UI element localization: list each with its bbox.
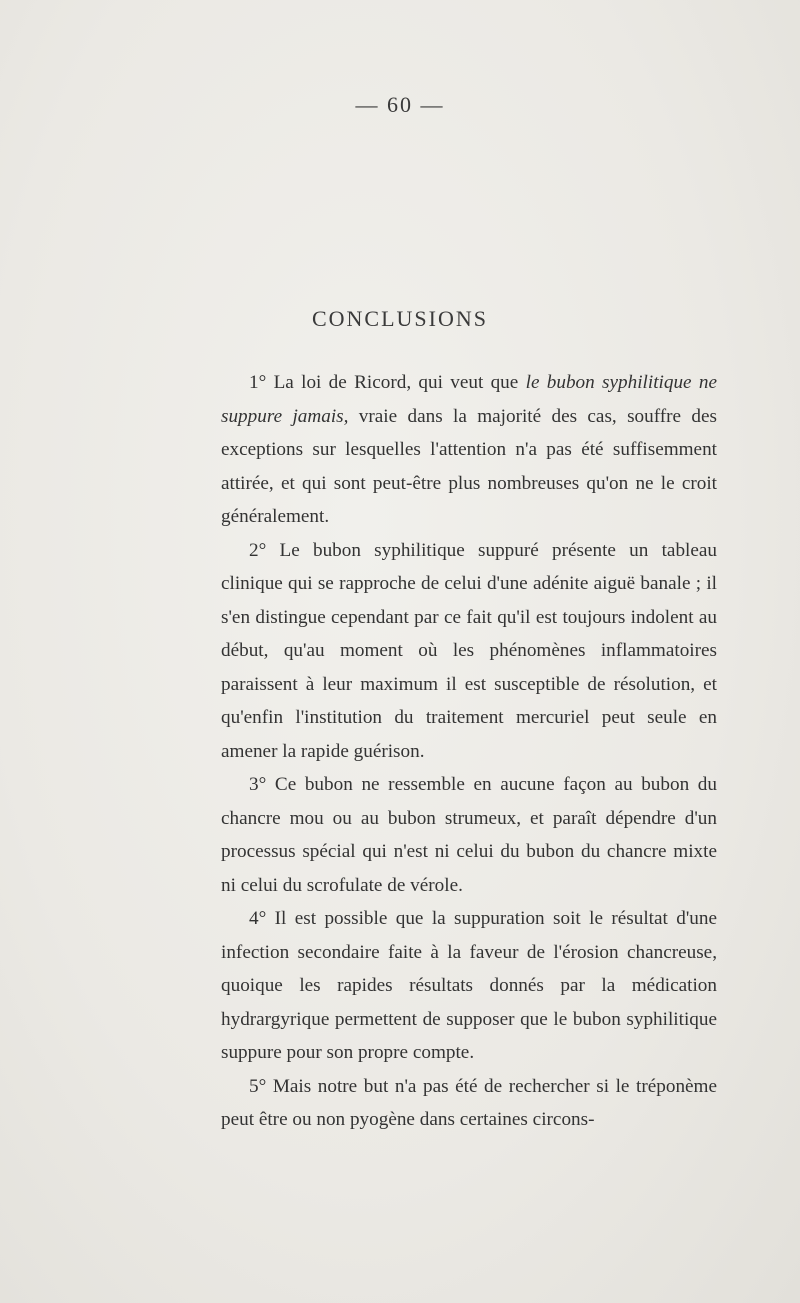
- paragraph-1-rest: vraie dans la majorité des cas, souffre des exceptions sur lesquelles l'attention n'a pas été suffisemment attirée, et qui sont peut-être plus nombreuses qu'on ne le croit généralement.: [221, 405, 717, 527]
- page-number: — 60 —: [355, 92, 445, 117]
- paragraph-1-italic-quote: le bubon syphilitique ne suppure jamais,: [221, 372, 717, 427]
- conclusion-paragraph-1: [221, 366, 717, 534]
- conclusion-paragraph-5: 5° Mais notre but n'a pas été de rechercher si le tréponème peut être ou non pyogène dans certaines circons-: [221, 1075, 717, 1130]
- section-heading: CONCLUSIONS: [311, 306, 489, 331]
- conclusion-paragraph-4: 4° Il est possible que la suppuration soit le résultat d'une infection secondaire faite à la faveur de l'érosion chancreuse, quoique les rapides résultats donnés par la médication hydrargyrique permettent de supposer que le bubon syphilitique suppure pour son propre compte.: [221, 908, 717, 1063]
- paragraph-1-lead: 1° La loi de Ricord, qui veut que: [249, 372, 526, 393]
- conclusion-paragraph-3: 3° Ce bubon ne ressemble en aucune façon au bubon du chancre mou ou au bubon strumeux, et paraît dépendre d'un processus spécial qui n'est ni celui du bubon du chancre mixte ni celui du scrofulate de vérole.: [221, 774, 717, 896]
- conclusion-paragraph-2: 2° Le bubon syphilitique suppuré présente un tableau clinique qui se rapproche de celui d'une adénite aiguë banale ; il s'en distingue cependant par ce fait qu'il est toujours indolent au début, qu'au moment où les phénomènes inflammatoires paraissent à leur maximum il est susceptible de résolution, et qu'enfin l'institution du traitement mercuriel peut seule en amener la rapide guérison.: [221, 539, 717, 762]
- conclusions-text: [221, 366, 717, 1137]
